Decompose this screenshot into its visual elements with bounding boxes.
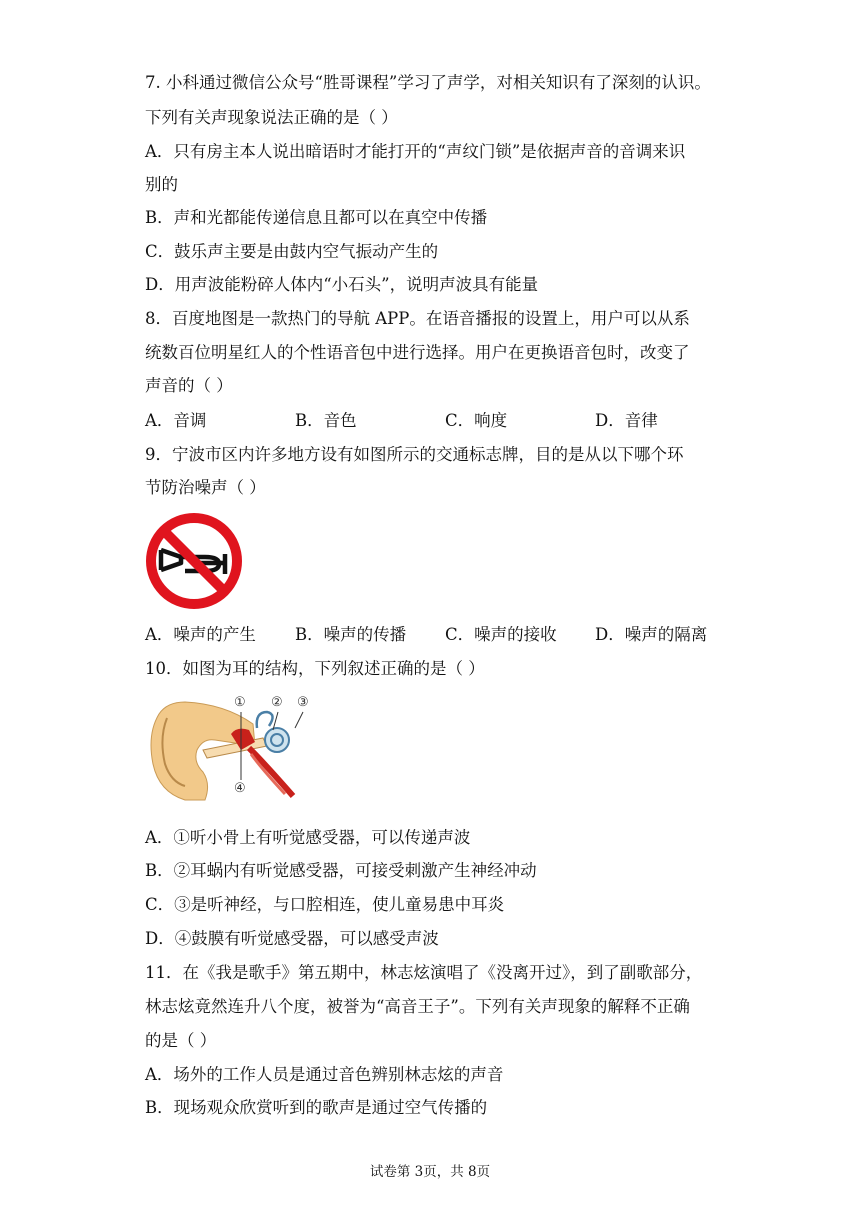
label-3: ③ xyxy=(297,695,309,710)
q7-stem-line2: 下列有关声现象说法正确的是（ ） xyxy=(145,108,398,127)
ear-structure-diagram xyxy=(145,694,315,806)
q10-option-d: D．④鼓膜有听觉感受器，可以感受声波 xyxy=(145,929,439,948)
q10-option-a: A．①听小骨上有听觉感受器，可以传递声波 xyxy=(145,828,471,847)
q7-option-b: B．声和光都能传递信息且都可以在真空中传播 xyxy=(145,208,488,227)
page-footer: 试卷第 3页，共 8页 xyxy=(369,1164,491,1180)
label-2: ② xyxy=(271,695,283,710)
q10-stem: 10．如图为耳的结构，下列叙述正确的是（ ） xyxy=(145,659,485,678)
q7-option-a-line2: 别的 xyxy=(145,175,178,194)
q11-stem-line3: 的是（ ） xyxy=(145,1031,217,1050)
q10-option-c: C．③是听神经，与口腔相连，使儿童易患中耳炎 xyxy=(145,895,505,914)
q7-option-a-line1: A．只有房主本人说出暗语时才能打开的“声纹门锁”是依据声音的音调来识 xyxy=(145,142,686,161)
q8-option-c: C．响度 xyxy=(445,411,508,430)
q7-option-c: C．鼓乐声主要是由鼓内空气振动产生的 xyxy=(145,242,439,261)
q8-option-d: D．音律 xyxy=(595,411,658,430)
q8-option-a: A．音调 xyxy=(145,411,207,430)
q9-option-b: B．噪声的传播 xyxy=(295,625,407,644)
no-honking-sign-icon xyxy=(145,512,243,610)
q8-option-b: B．音色 xyxy=(295,411,357,430)
q9-option-d: D．噪声的隔离 xyxy=(595,625,708,644)
q11-option-a: A．场外的工作人员是通过音色辨别林志炫的声音 xyxy=(145,1065,504,1084)
q7-option-d: D．用声波能粉碎人体内“小石头”，说明声波具有能量 xyxy=(145,275,539,294)
q11-stem-line2: 林志炫竟然连升八个度，被誉为“高音王子”。下列有关声现象的解释不正确 xyxy=(145,997,690,1016)
q9-option-c: C．噪声的接收 xyxy=(445,625,557,644)
q9-stem-line2: 节防治噪声（ ） xyxy=(145,478,266,497)
q9-stem-line1: 9．宁波市区内许多地方设有如图所示的交通标志牌，目的是从以下哪个环 xyxy=(145,445,684,464)
label-4: ④ xyxy=(234,781,246,796)
q10-option-b: B．②耳蜗内有听觉感受器，可接受刺激产生神经冲动 xyxy=(145,861,537,880)
label-1: ① xyxy=(234,695,246,710)
q11-option-b: B．现场观众欣赏听到的歌声是通过空气传播的 xyxy=(145,1098,488,1117)
q11-stem-line1: 11．在《我是歌手》第五期中，林志炫演唱了《没离开过》，到了副歌部分， xyxy=(145,963,703,982)
q8-stem-line1: 8．百度地图是一款热门的导航 APP。在语音播报的设置上，用户可以从系 xyxy=(145,309,690,328)
q7-stem-line1: 7. 小科通过微信公众号“胜哥课程”学习了声学，对相关知识有了深刻的认识。 xyxy=(145,73,711,92)
q8-stem-line3: 声音的（ ） xyxy=(145,376,233,395)
q9-option-a: A．噪声的产生 xyxy=(145,625,256,644)
q8-stem-line2: 统数百位明星红人的个性语音包中进行选择。用户在更换语音包时，改变了 xyxy=(145,343,690,362)
